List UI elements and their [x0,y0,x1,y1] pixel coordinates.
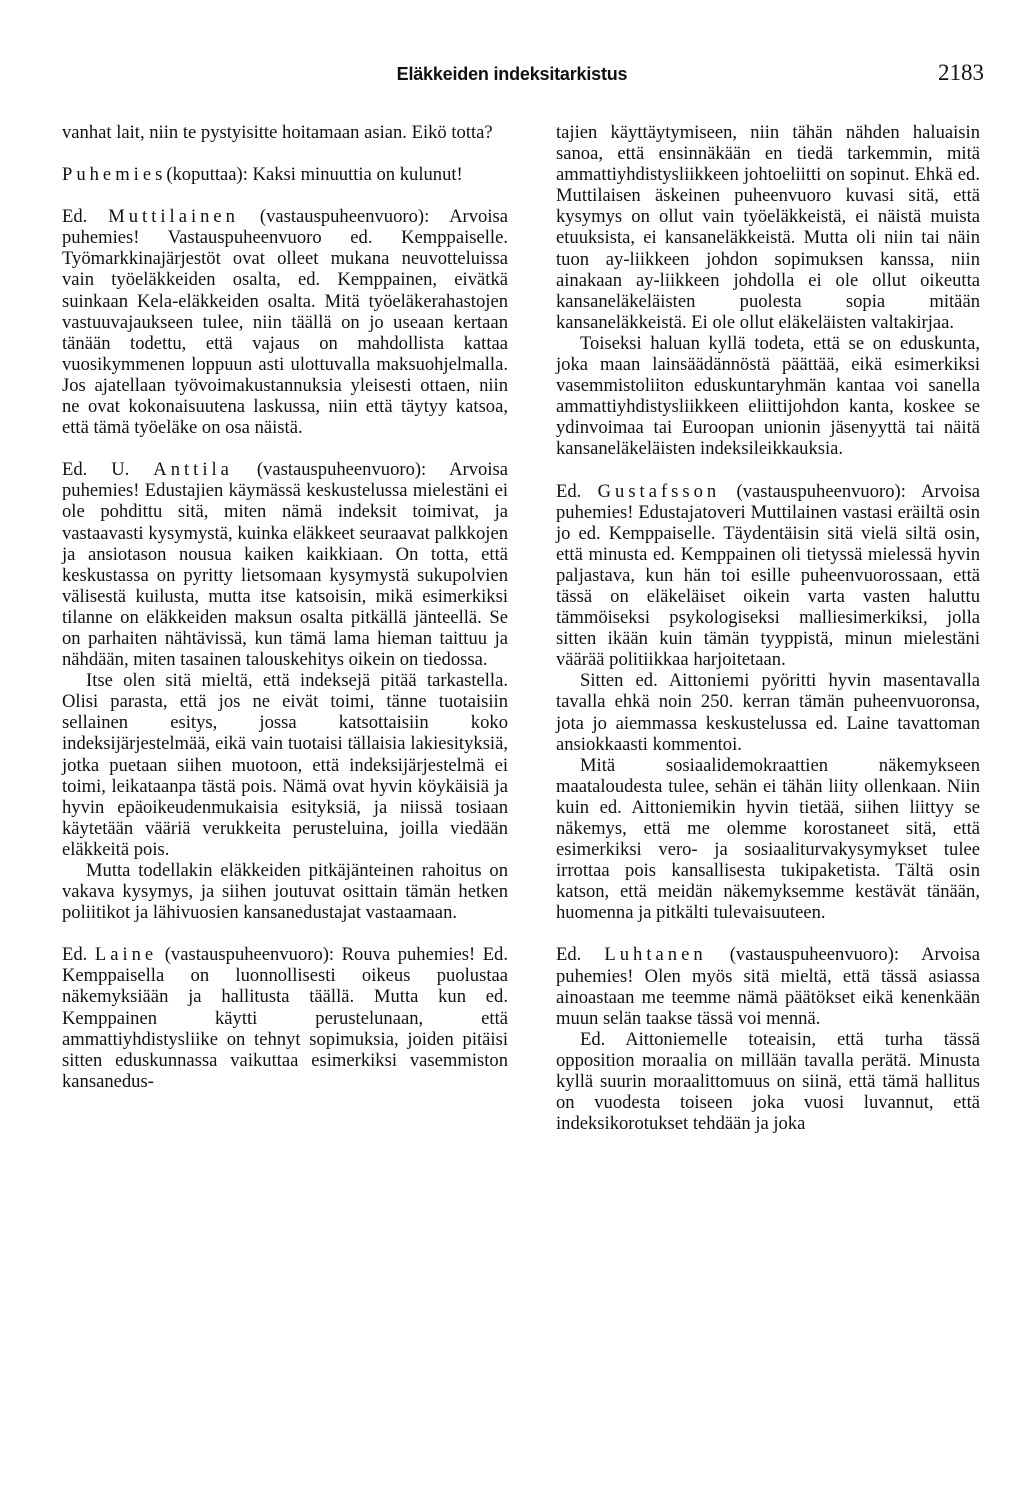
speaker-prefix: Ed. [62,944,88,966]
speech-paragraph [62,459,508,670]
running-title: Eläkkeiden indeksitarkistus [396,64,628,84]
speaker-name: Laine [94,944,158,966]
speaker-prefix: Ed. [556,480,582,502]
speaker-name: Anttila [153,459,233,481]
speech-paragraph [556,481,980,671]
speaker-prefix: Ed. [62,206,88,228]
speaker-name: Puhemies [62,164,167,186]
paragraph: tajien käyttäytymiseen, niin tähän nähden haluaisin sanoa, että ensinnäkään en tiedä tarkemmin, mitä ammattiyhdistysliikkeen johtoeliitti on sopinut. Ehkä ed. Muttilaisen äskeinen puheenvuoro kuvasi sitä, että kysymys on ollut vain työeläkkeistä, ei näistä muista etuuksista, ei kansaneläkkeistä. Mutta oli niin tai näin tuon ay-liikkeen johdon sopimuksen kanssa, niin ainakaan ay-liikkeen johdolla ei ole ollut oikeutta kansaneläkeläisten puolesta sopia mitään kansaneläkkeistä. Ei ole ollut eläkeläisten valtakirjaa. [556,122,980,333]
paragraph: Itse olen sitä mieltä, että indeksejä pitää tarkastella. Olisi parasta, että jos ne eivät toimi, tänne tuotaisiin sellainen esitys, jossa katsottaisiin koko indeksijärjestelmää, eikä vain tuotaisi tällaisia lakiesityksiä, jotka puetaan siihen muotoon, että indeksijärjestelmä ei toimi, leikataanpa tästä pois. Nämä ovat hyvin köykäisiä ja hyvin epäoikeudenmukaisia esityksiä, ja niissä tosiaan käytetään vääriä verukkeita perusteluina, joilla viedään eläkkeitä pois. [62,670,508,860]
paragraph: Mutta todellakin eläkkeiden pitkäjänteinen rahoitus on vakava kysymys, ja siihen joutuvat osittain tämän hetken poliitikot ja lähivuosien kansanedustajat vastaamaan. [62,860,508,924]
speaker-name: Gustafsson [597,480,721,502]
paragraph: Toiseksi haluan kyllä todeta, että se on eduskunta, joka maan lainsäädännöstä päättää, eikä esimerkiksi vasemmistoliiton eduskuntaryhmän kantaa voi sanella ammattiyhdistysliikkeen eliittijohdon kanta, koskee se ydinvoimaa tai Euroopan unionin jäsenyyttä tai näitä kansaneläkeläisten indeksileikkauksia. [556,332,980,460]
speech-text: (vastauspuheenvuoro): Arvoisa puhemies! Olen myös sitä mieltä, että tässä asiassa ainoastaan me teemme nämä päätökset eikä kenenkään muun selän taakse tässä voi mennä. [556,944,981,1029]
speech-text: (vastauspuheenvuoro): Arvoisa puhemies! Edustajien käymässä keskustelussa mielestäni ei ole pohdittu sitä, miten nämä indeksit toimivat, ja vastaavasti kysymystä, kuinka eläkkeet seuraavat palkkojen ja ansiotason nousua kaiken kaikkiaan. On totta, että keskustassa on pyritty lietsomaan kysymystä sukupolvien välisestä kuilusta, mutta itse katsoisin, mikä esimerkiksi tilanne on eläkkeiden maksun osalta pitkällä jänteellä. Se on parhaiten nähtävissä, kun tämä lama hieman taittuu ja nähdään, miten tasainen talouskehitys oikein on tiedossa. [62,459,508,671]
paragraph: Mitä sosiaalidemokraattien näkemykseen maataloudesta tulee, sehän ei tähän liity ollenkaan. Niin kuin ed. Aittoniemikin hyvin tietää, siihen liittyy se näkemys, että me olemme korostaneet sitä, että esimerkiksi vero- ja sosiaaliturvakysymykset tulee irrottaa pois kansallisesta tukipaketista. Tältä osin katson, että meidän näkemyksemme kestävät tänään, huomenna ja pitkälti tulevaisuuteen. [556,754,980,924]
speech-paragraph [556,944,980,1028]
speech-text: (vastauspuheenvuoro): Arvoisa puhemies! Edustajatoveri Muttilainen vastasi eräiltä osin jo ed. Kemppaiselle. Täydentäisin sitä vielä siltä osin, että minusta ed. Kemppainen oli tietyssä mielessä hyvin paljastava, kun hän toi esille puheenvuorossaan, että tässä on eläkeläiset oikein varta vasten haluttu tämmöiseksi psykologiseksi malliesimerkiksi, jolla sitten ikään kuin tämän tyyppistä, minun mielestäni väärää politiikkaa harjoitetaan. [556,480,980,671]
speaker-prefix: Ed. [556,944,582,966]
speaker-name: Muttilainen [108,206,239,228]
speech-paragraph [62,164,508,185]
left-column [62,122,508,1092]
speaker-prefix: Ed. U. [62,459,130,481]
speech-paragraph [62,944,508,1092]
speaker-name: Luhtanen [604,944,707,966]
paragraph: vanhat lait, niin te pystyisitte hoitamaan asian. Eikö totta? [62,122,493,143]
right-column [556,122,980,1134]
speech-text: (vastauspuheenvuoro): Arvoisa puhemies! Vastauspuheenvuoro ed. Kemppaiselle. Työmarkkinajärjestöt ovat olleet mukana neuvotteluissa vain työeläkkeiden osalta, ed. Kemppainen, eivätkä suinkaan Kela-eläkkeiden osalta. Mitä työeläkerahastojen vastuuvajaukseen tulee, niin täällä on jo useaan kertaan tänään todettu, että vajaus on mahdollista kattaa vuosikymmenen loppuun asti ulottuvalla maksuohjelmalla. Jos ajatellaan työvoimakustannuksia yleisesti ottaen, niin ne ovat kokonaisuutena laskussa, niin että täytyy katsoa, että tämä työeläke on osa näistä. [62,206,508,439]
paragraph: Sitten ed. Aittoniemi pyöritti hyvin masentavalla tavalla ehkä noin 250. kerran tämän puheenvuoronsa, jota jo aiemmassa keskustelussa ed. Laine tavattoman ansiokkaasti kommentoi. [556,670,980,755]
speech-text: (koputtaa): Kaksi minuuttia on kulunut! [166,164,463,186]
paragraph: Ed. Aittoniemelle toteaisin, että turha tässä opposition moraalia on millään tavalla perätä. Minusta kyllä suurin moraalittomuus on siinä, että tämä hallitus on vuodesta toiseen joka vuosi luvannut, että indeksikorotukset tehdään ja joka [556,1028,980,1135]
page-number: 2183 [938,60,984,85]
speech-paragraph [62,206,508,438]
speech-text: (vastauspuheenvuoro): Rouva puhemies! Ed. Kemppaisella on luonnollisesti oikeus puolustaa näkemyksiään ja hallitusta täällä. Mutta kun ed. Kemppainen käytti perustelunaan, että ammattiyhdistysliike on tehnyt sopimuksia, joiden pitäisi sitten eduskunnassa vaikuttaa esimerkiksi vasemmiston kansanedus- [62,944,509,1092]
